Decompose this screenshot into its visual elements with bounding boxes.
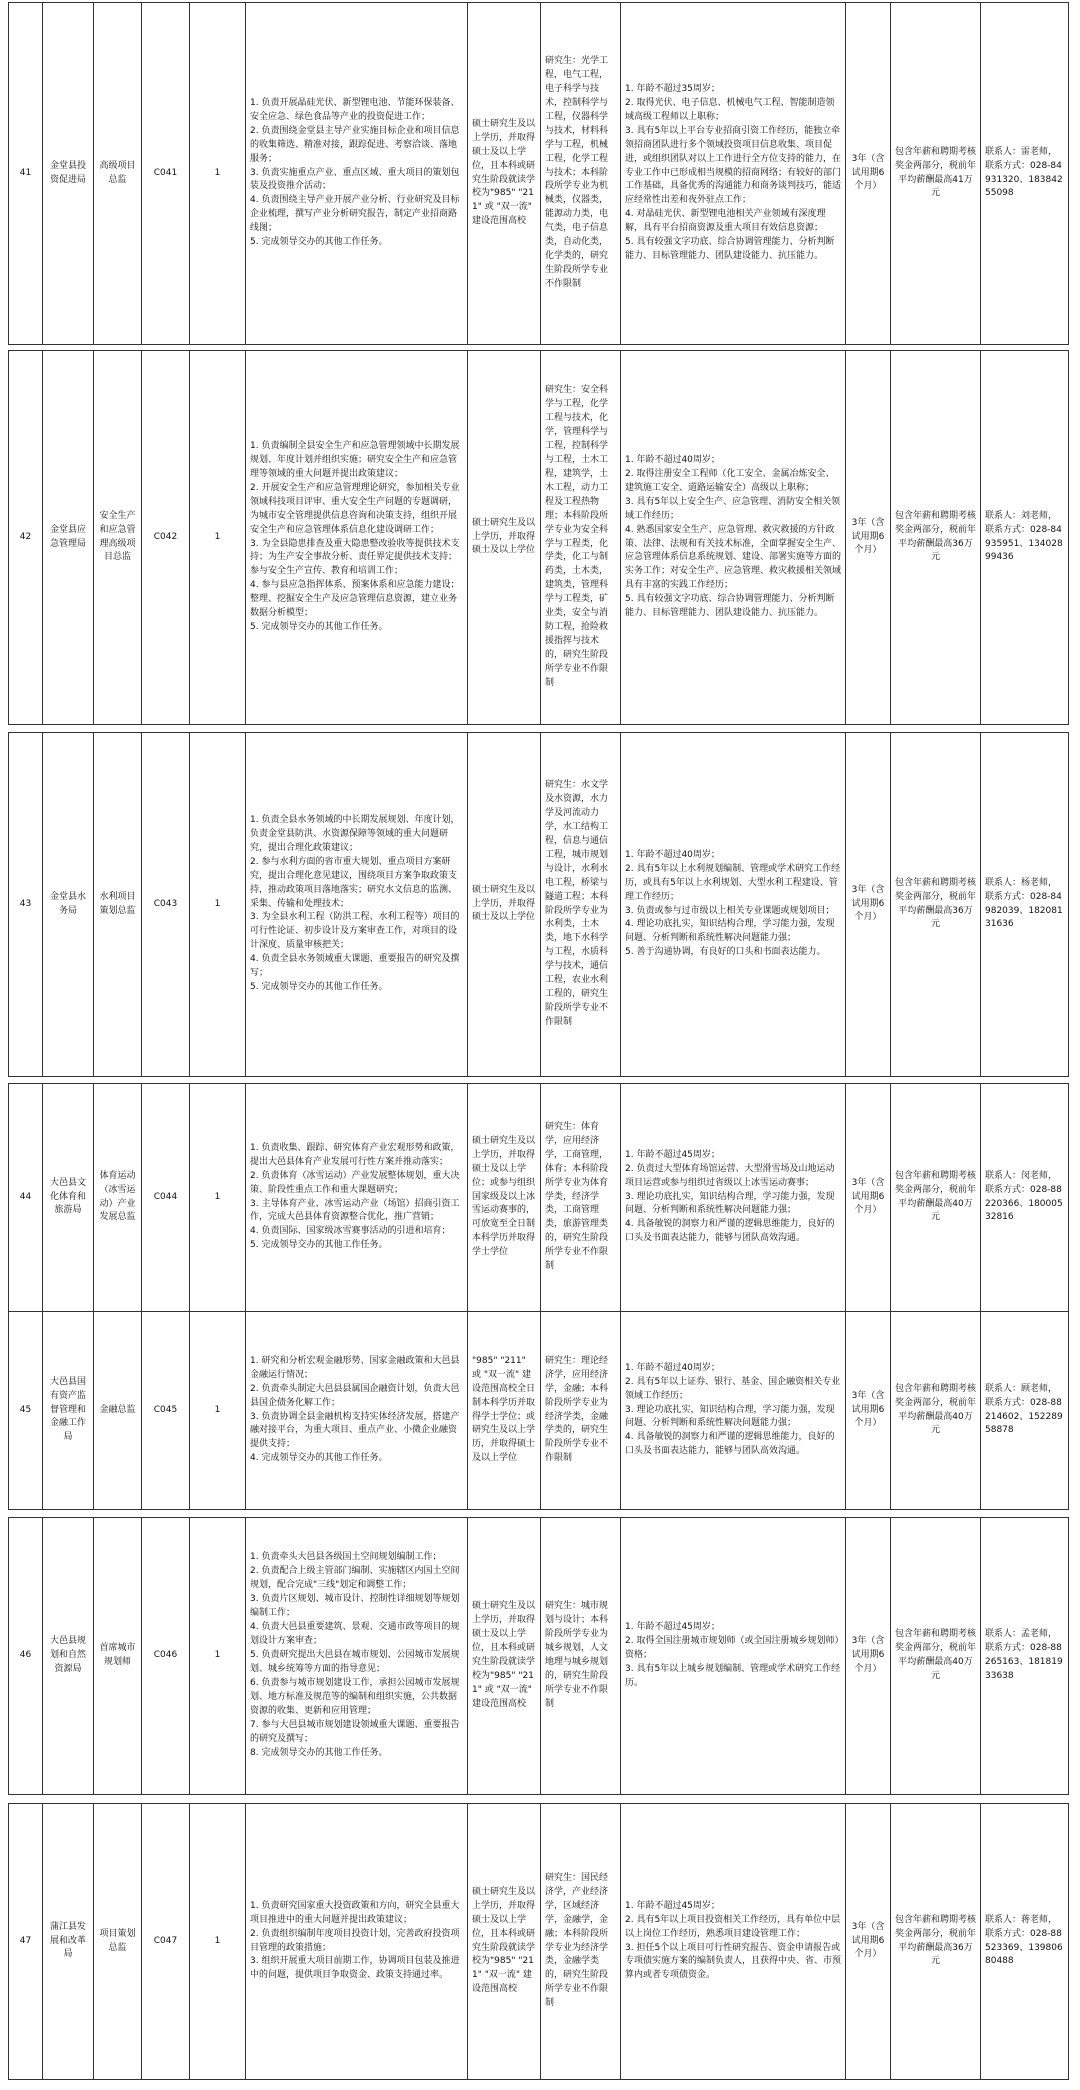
contact-info: 联系人：刘老师，联系方式：028-84935951、13402899436 (981, 351, 1069, 725)
row-number: 47 (9, 1804, 43, 2080)
requirement-item: 1. 年龄不超过45周岁； (625, 1622, 720, 1633)
requirement-item: 3. 具有5年以上安全生产、应急管理、消防安全相关领域工作经历； (625, 496, 841, 521)
duty-item: 2. 负责配合上级主管部门编制、实施辖区内国土空间规划，配合完成"三线"划定和调整工作； (250, 1566, 460, 1591)
requirement-item: 3. 理论功底扎实，知识结构合理，学习能力强，发现问题、分析判断和系统性解决问题能力强； (625, 1191, 835, 1216)
other-requirements (621, 1518, 846, 1795)
duty-item: 5. 完成领导交办的其他工作任务。 (250, 622, 388, 633)
headcount: 1 (190, 733, 246, 1077)
position-code: C043 (142, 733, 190, 1077)
headcount: 1 (190, 351, 246, 725)
education-requirement: 硕士研究生及以上学历，并取得硕士及以上学位，且本科或研究生阶段就读学校为"985" "211" 或 "双一流" 建设范围高校 (468, 1518, 541, 1795)
job-duties (246, 1518, 468, 1795)
requirement-item: 2. 具有5年以上水利规划编制、管理或学术研究工作经历，或具有5年以上水利规划、大型水利工程建设、管理工作经历； (625, 863, 841, 902)
employer-org: 大邑县国有资产监督管理和金融工作局 (43, 1312, 94, 1510)
headcount: 1 (190, 1084, 246, 1312)
duty-item: 3. 负责片区规划、城市设计、控制性详细规划等规划编制工作； (250, 1594, 460, 1619)
duty-item: 1. 负责收集、跟踪、研究体育产业宏观形势和政策，提出大邑县体育产业发展可行性方案并推动落实； (250, 1142, 460, 1167)
table-block-6 (8, 1803, 1068, 2080)
requirement-item: 2. 负责过大型体育场馆运营、大型滑雪场及山地运动项目运营或参与组织过省级以上冰雪运动赛事； (625, 1163, 835, 1188)
employment-term: 3年（含试用期6个月） (846, 1084, 891, 1312)
duty-item: 3. 负责协调全县金融机构支持实体经济发展，搭建产融对接平台，为重大项目、重点产业、小微企业融资提供支持； (250, 1411, 460, 1450)
table-block-5 (8, 1517, 1068, 1795)
duty-item: 4. 负责围绕主导产业开展产业分析、行业研究及目标企业梳理，撰写产业分析研究报告，制定产业招商路线图； (250, 195, 460, 234)
employer-org: 蒲江县发展和改革局 (43, 1804, 94, 2080)
duty-item: 3. 为全县水利工程（防洪工程、水利工程等）项目的可行性论证、初步设计及方案审查工作，对项目的设计深度、质量审核把关； (250, 912, 460, 951)
duty-item: 4. 负责国际、国家级冰雪赛事活动的引进和培育； (250, 1226, 451, 1237)
duty-item: 5. 负责研究提出大邑县在城市规划、公园城市发展规划、城乡统筹等方面的指导意见； (250, 1650, 460, 1674)
job-duties (246, 3, 468, 345)
headcount: 1 (190, 1312, 246, 1510)
table-block-3 (8, 732, 1068, 1077)
duty-item: 1. 负责研究国家重大投资政策和方向，研究全县重大项目推进中的重大问题并提出政策建议； (250, 1900, 460, 1925)
headcount: 1 (190, 1518, 246, 1795)
employment-term: 3年（含试用期6个月） (846, 1312, 891, 1510)
duty-item: 2. 负责牵头制定大邑县县属国企融资计划，负责大邑县国企债务化解工作； (250, 1383, 460, 1408)
position-code: C042 (142, 351, 190, 725)
table-row (9, 1804, 1069, 2080)
employment-term: 3年（含试用期6个月） (846, 1518, 891, 1795)
requirement-item: 1. 年龄不超过35周岁； (625, 83, 720, 94)
requirement-item: 4. 对晶硅光伏、新型锂电池相关产业领域有深度理解，具有平台招商资源及重大项目有效信息资源； (625, 209, 826, 234)
requirement-item: 1. 年龄不超过40周岁； (625, 1362, 720, 1373)
requirement-item: 4. 理论功底扎实，知识结构合理，学习能力强，发现问题、分析判断和系统性解决问题能力强； (625, 919, 835, 944)
other-requirements (621, 733, 846, 1077)
duty-item: 8. 完成领导交办的其他工作任务。 (250, 1747, 388, 1758)
table-row (9, 733, 1069, 1077)
job-duties (246, 1804, 468, 2080)
position-code: C044 (142, 1084, 190, 1312)
table-row (9, 3, 1069, 345)
employer-org: 金堂县应急管理局 (43, 351, 94, 725)
salary: 包含年薪和聘期考核奖金两部分，税前年平均薪酬最高40万元 (891, 1518, 981, 1795)
position-name: 水利项目策划总监 (94, 733, 142, 1077)
position-table (8, 1517, 1069, 1795)
duty-item: 1. 负责牵头大邑县各级国土空间规划编制工作； (250, 1552, 442, 1563)
employer-org: 金堂县投资促进局 (43, 3, 94, 345)
position-name: 高级项目总监 (94, 3, 142, 345)
contact-info: 联系人：蒋老师，联系方式：028-88523369、13980680488 (981, 1804, 1069, 2080)
table-row (9, 1518, 1069, 1795)
duty-item: 3. 主导体育产业、冰雪运动产业（场馆）招商引资工作，完成大邑县体育资源整合优化，推广营销； (250, 1198, 460, 1223)
table-row (9, 1312, 1069, 1510)
duty-item: 5. 完成领导交办的其他工作任务。 (250, 1240, 388, 1251)
row-number: 42 (9, 351, 43, 725)
other-requirements (621, 1804, 846, 2080)
requirement-item: 2. 具有5年以上证券、银行、基金、国企融资相关专业领域工作经历； (625, 1376, 841, 1401)
duty-item: 1. 研究和分析宏观金融形势、国家金融政策和大邑县金融运行情况； (250, 1355, 460, 1380)
duty-item: 7. 参与大邑县城市规划建设领域重大课题、重要报告的研究及撰写； (250, 1719, 460, 1744)
requirement-item: 1. 年龄不超过45周岁； (625, 1149, 720, 1160)
requirement-item: 5. 具有较强文字功底、综合协调管理能力、分析判断能力、目标管理能力、团队建设能力、抗压能力。 (625, 237, 835, 262)
contact-info: 联系人：杨老师，联系方式：028-84982039、18208131636 (981, 733, 1069, 1077)
major-requirement: 研究生：安全科学与工程，化学工程与技术，化学，管理科学与工程，控制科学与工程，土木工程，建筑学，土木工程，动力工程及工程热物理；本科阶段所学专业为安全科学与工程类，化学类，化工与制药类，土木类，建筑类，管理科学与工程类，矿业类，安全与消防工程，抢险救援指挥与技术的，研究生阶段所学专业不作限制 (541, 351, 621, 725)
position-code: C047 (142, 1804, 190, 2080)
requirement-item: 2. 取得全国注册城市规划师（或全国注册城乡规划师）资格； (625, 1636, 839, 1661)
duty-item: 2. 负责组织编制年度项目投资计划，完善政府投资项目管理的政策措施； (250, 1928, 460, 1953)
education-requirement: 硕士研究生及以上学历，并取得硕士及以上学位，且本科或研究生阶段就读学校为"985" "211" "双一流" 建设范围高校 (468, 1804, 541, 2080)
education-requirement: 硕士研究生及以上学历，并取得硕士及以上学位 (468, 733, 541, 1077)
major-requirement: 研究生：理论经济学，应用经济学，金融；本科阶段所学专业为经济学类，金融学类的，研究生阶段所学专业不作限制 (541, 1312, 621, 1510)
contact-info: 联系人：闵老师，联系方式：028-88220366、18000532816 (981, 1084, 1069, 1312)
requirement-item: 2. 取得注册安全工程师（化工安全、金属冶炼安全、建筑施工安全、道路运输安全）高级以上职称； (625, 468, 835, 493)
position-table (8, 350, 1069, 725)
headcount: 1 (190, 1804, 246, 2080)
duty-item: 6. 负责参与城市规划建设工作，承担公园城市发展规划、地方标准及规范等的编制和组织实施，公共数据资源的收集、更新和应用管理； (250, 1677, 460, 1716)
contact-info: 联系人：孟老师，联系方式：028-88265163、18181933638 (981, 1518, 1069, 1795)
duty-item: 4. 负责大邑县重要建筑、景观、交通市政等项目的规划设计方案审查； (250, 1622, 460, 1647)
position-name: 项目策划总监 (94, 1804, 142, 2080)
table-block-2 (8, 350, 1068, 725)
duty-item: 5. 完成领导交办的其他工作任务。 (250, 982, 388, 993)
education-requirement: 硕士研究生及以上学历，并取得硕士及以上学位 (468, 351, 541, 725)
employment-term: 3年（含试用期6个月） (846, 351, 891, 725)
employer-org: 大邑县文化体育和旅游局 (43, 1084, 94, 1312)
table-row (9, 1084, 1069, 1312)
row-number: 44 (9, 1084, 43, 1312)
table-block-4 (8, 1083, 1068, 1510)
requirement-item: 3. 担任5个以上项目可行性研究报告、资金申请报告或专项债实施方案的编制负责人，且获得中央、省、市预算内或者专项债资金。 (625, 1942, 842, 1981)
duty-item: 4. 完成领导交办的其他工作任务。 (250, 1453, 388, 1464)
employment-term: 3年（含试用期6个月） (846, 3, 891, 345)
position-name: 安全生产和应急管理高级项目总监 (94, 351, 142, 725)
job-duties (246, 1312, 468, 1510)
salary: 包含年薪和聘期考核奖金两部分，税前年平均薪酬最高40万元 (891, 1084, 981, 1312)
requirement-item: 2. 取得光伏、电子信息、机械电气工程、智能制造领域高级工程师以上职称； (625, 97, 835, 122)
contact-info: 联系人：顾老师，联系方式：028-88214602、15228958878 (981, 1312, 1069, 1510)
row-number: 43 (9, 733, 43, 1077)
duty-item: 2. 负责围绕金堂县主导产业实施目标企业和项目信息的收集筛选、精准对接，跟踪促进、考察洽谈、落地服务； (250, 125, 460, 164)
duty-item: 2. 负责体育（冰雪运动）产业发展整体规划，重大决策、阶段性重点工作和重大课题研究； (250, 1170, 460, 1195)
education-requirement: 硕士研究生及以上学历，并取得硕士及以上学位；或参与组织国家级及以上冰雪运动赛事的，可放宽至全日制本科学历并取得学士学位 (468, 1084, 541, 1312)
duty-item: 3. 为全县隐患排查及重大隐患整改验收等提供技术支持；为生产安全事故分析、责任界定提供技术支持；参与安全生产宣传、教育和培训工作； (250, 538, 460, 577)
salary: 包含年薪和聘期考核奖金两部分，税前年平均薪酬最高36万元 (891, 351, 981, 725)
table-row (9, 351, 1069, 725)
other-requirements (621, 1312, 846, 1510)
employer-org: 金堂县水务局 (43, 733, 94, 1077)
duty-item: 3. 组织开展重大项目前期工作，协调项目包装及推进中的问题，提供项目争取资金、政策支持通过率。 (250, 1956, 460, 1981)
salary: 包含年薪和聘期考核奖金两部分，税前年平均薪酬最高41万元 (891, 3, 981, 345)
requirement-item: 1. 年龄不超过40周岁； (625, 849, 720, 860)
major-requirement: 研究生：水文学及水资源，水力学及河流动力学，水工结构工程，信息与通信工程，城市规划与设计，水利水电工程，桥梁与隧道工程；本科阶段所学专业为水利类，土木类，地下水科学与工程，水质科学与技术，通信工程，农业水利工程的，研究生阶段所学专业不作限制 (541, 733, 621, 1077)
position-table (8, 2, 1069, 345)
duty-item: 2. 开展安全生产和应急管理理论研究，参加相关专业领域科技项目评审、重大安全生产问题的专题调研，为城市安全管理提供信息咨询和决策支持，组织开展安全生产和应急管理体系信息化建设调研工作； (250, 482, 460, 535)
education-requirement: 硕士研究生及以上学历，并取得硕士及以上学位，且本科或研究生阶段就读学校为"985" "211" 或 "双一流" 建设范围高校 (468, 3, 541, 345)
requirement-item: 3. 具有5年以上平台专业招商引资工作经历，能独立牵领招商团队进行多个领域投资项目信息收集、项目促进，或组织团队对以上工作进行全方位支持的能力，在专业工作中已形成相当规模的招商网络；有较好的部门工作基础，具备优秀的沟通能力和商务谈判技巧，能适应经常性出差和夜外驻点工作； (625, 125, 842, 206)
requirement-item: 4. 具备敏锐的洞察力和严谨的逻辑思维能力，良好的口头及书面表达能力，能够与团队高效沟通。 (625, 1219, 835, 1244)
position-code: C046 (142, 1518, 190, 1795)
requirement-item: 5. 具有较强文字功底、综合协调管理能力、分析判断能力、目标管理能力、团队建设能力、抗压能力。 (625, 594, 835, 619)
job-duties (246, 1084, 468, 1312)
requirement-item: 1. 年龄不超过40周岁； (625, 454, 720, 465)
duty-item: 1. 负责开展晶硅光伏、新型锂电池、节能环保装备、安全应急、绿色食品等产业的投资促进工作； (250, 97, 460, 122)
salary: 包含年薪和聘期考核奖金两部分，税前年平均薪酬最高36万元 (891, 1804, 981, 2080)
requirement-item: 4. 熟悉国家安全生产、应急管理、救灾救援的方针政策、法律、法规和有关技术标准，全面掌握安全生产、应急管理体系信息系统规划、建设、部署实施等方面的实务工作；对安全生产、应急管理、救灾救援相关领域具有丰富的实践工作经历； (625, 524, 842, 591)
position-table (8, 1083, 1069, 1510)
other-requirements (621, 1084, 846, 1312)
employment-term: 3年（含试用期6个月） (846, 733, 891, 1077)
duty-item: 4. 负责全县水务领域重大课题、重要报告的研究及撰写； (250, 954, 460, 979)
table-block-1 (8, 2, 1068, 345)
duty-item: 3. 负责实施重点产业、重点区域、重大项目的策划包装及投资推介活动； (250, 167, 460, 192)
salary: 包含年薪和聘期考核奖金两部分，税前年平均薪酬最高36万元 (891, 733, 981, 1077)
position-name: 金融总监 (94, 1312, 142, 1510)
row-number: 41 (9, 3, 43, 345)
contact-info: 联系人：雷老师，联系方式：028-84931320、18384255098 (981, 3, 1069, 345)
requirement-item: 5. 善于沟通协调，有良好的口头和书面表达能力。 (625, 947, 826, 958)
requirement-item: 3. 理论功底扎实，知识结构合理，学习能力强，发现问题、分析判断和系统性解决问题能力强； (625, 1404, 835, 1429)
requirement-item: 2. 具有5年以上项目投资相关工作经历，具有单位中层以上岗位工作经历，熟悉项目建设管理工作； (625, 1914, 841, 1939)
requirement-item: 1. 年龄不超过45周岁； (625, 1900, 720, 1911)
education-requirement: "985" "211" 或 "双一流" 建设范围高校全日制本科学历并取得学士学位；或研究生及以上学历，并取得硕士及以上学位 (468, 1312, 541, 1510)
major-requirement: 研究生：城市规划与设计；本科阶段所学专业为城乡规划，人文地理与城乡规划的，研究生阶段所学专业不作限制 (541, 1518, 621, 1795)
major-requirement: 研究生：国民经济学，产业经济学，区域经济学，金融学，金融；本科阶段所学专业为经济学类，金融学类的，研究生阶段所学专业不作限制 (541, 1804, 621, 2080)
other-requirements (621, 351, 846, 725)
duty-item: 4. 参与县应急指挥体系、预案体系和应急能力建设；整理、挖掘安全生产及应急管理信息资源，建立业务数据分析模型； (250, 580, 460, 619)
salary: 包含年薪和聘期考核奖金两部分，税前年平均薪酬最高40万元 (891, 1312, 981, 1510)
duty-item: 1. 负责全县水务领域的中长期发展规划、年度计划，负责金堂县防洪、水资源保障等领域的重大问题研究，提出合理化政策建议； (250, 814, 460, 853)
position-table (8, 732, 1069, 1077)
headcount: 1 (190, 3, 246, 345)
employment-term: 3年（含试用期6个月） (846, 1804, 891, 2080)
position-code: C041 (142, 3, 190, 345)
job-duties (246, 733, 468, 1077)
requirement-item: 3. 具有5年以上城乡规划编制、管理或学术研究工作经历。 (625, 1663, 841, 1688)
employer-org: 大邑县规划和自然资源局 (43, 1518, 94, 1795)
duty-item: 5. 完成领导交办的其他工作任务。 (250, 237, 388, 248)
major-requirement: 研究生：体育学，应用经济学，工商管理，体育；本科阶段所学专业为体育学类，经济学类，工商管理类，旅游管理类的，研究生阶段所学专业不作限制 (541, 1084, 621, 1312)
position-code: C045 (142, 1312, 190, 1510)
duty-item: 2. 参与水利方面的省市重大规划、重点项目方案研究，提出合理化意见建议，围绕项目方案争取政策支持，推动政策项目落地落实；研究水文信息的监测、采集、传输和处理技术； (250, 856, 458, 909)
position-name: 体育运动（冰雪运动）产业发展总监 (94, 1084, 142, 1312)
requirement-item: 3. 负责或参与过市级以上相关专业课题或规划项目； (625, 905, 835, 916)
duty-item: 1. 负责编制全县安全生产和应急管理领域中长期发展规划、年度计划并组织实施；研究安全生产和应急管理等领域的重大问题并提出政策建议； (250, 440, 460, 479)
job-duties (246, 351, 468, 725)
major-requirement: 研究生：光学工程，电气工程，电子科学与技术，控制科学与工程，仪器科学与技术，材料科学与工程，机械工程，化学工程与技术；本科阶段所学专业为机械类，仪器类，能源动力类，电气类，电子信息类，自动化类，化学类的，研究生阶段所学专业不作限制 (541, 3, 621, 345)
other-requirements (621, 3, 846, 345)
requirement-item: 4. 具备敏锐的洞察力和严谨的逻辑思维能力，良好的口头及书面表达能力，能够与团队高效沟通。 (625, 1432, 835, 1457)
position-name: 首席城市规划师 (94, 1518, 142, 1795)
row-number: 45 (9, 1312, 43, 1510)
position-table (8, 1803, 1069, 2080)
row-number: 46 (9, 1518, 43, 1795)
